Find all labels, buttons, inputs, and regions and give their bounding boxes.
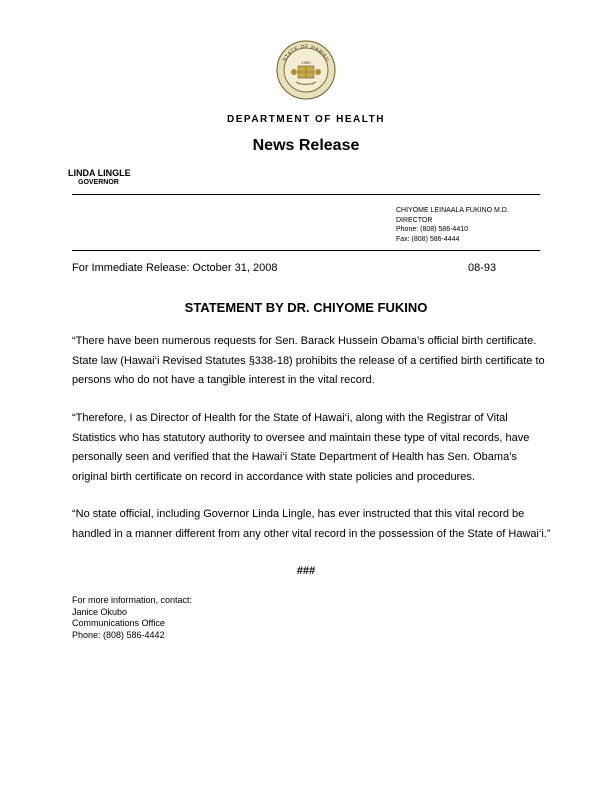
- page-title: News Release: [252, 137, 360, 154]
- header-divider-top: [72, 194, 540, 195]
- statement-paragraph-2: “Therefore, I as Director of Health for the State of Hawai‘i, along with the Registrar of Vital Statistics who has statutory authority to oversee and maintain these type of vital records, have personally seen and verified that the Hawai‘i State Department of Health has Sen. Obama’s original birth certificate on record in accordance with state policies and procedures.: [72, 412, 530, 483]
- governor-name: LINDA LINGLE: [68, 168, 131, 178]
- director-title: DIRECTOR: [396, 216, 433, 224]
- governor-title: GOVERNOR: [78, 179, 119, 186]
- seal-year: 1959: [301, 60, 311, 65]
- statement-paragraph-3: “No state official, including Governor Linda Lingle, has ever instructed that this vital record be handled in a manner different from any other vital record in the possession of the State of Hawai‘i.”: [72, 508, 551, 540]
- seal-text-top: STATE OF HAWAII: [282, 43, 331, 63]
- director-block: [396, 206, 509, 244]
- contact-phone: Phone: (808) 586-4442: [72, 629, 165, 640]
- director-name: CHIYOME LEINAALA FUKINO M.D.: [396, 207, 509, 214]
- department-name: DEPARTMENT OF HEALTH: [227, 114, 385, 125]
- director-phone: Phone: (808) 586-4410: [396, 226, 468, 233]
- release-date: For Immediate Release: October 31, 2008: [72, 262, 278, 274]
- statement-paragraph-1: “There have been numerous requests for Sen. Barack Hussein Obama’s official birth certificate. State law (Hawai‘i Revised Statutes §338-18) prohibits the release of a certified birth certificate to persons who do not have a tangible interest in the vital record.: [72, 335, 545, 386]
- statement-title: STATEMENT BY DR. CHIYOME FUKINO: [184, 300, 428, 315]
- state-of-hawaii-seal-icon: [276, 40, 336, 100]
- end-mark: ###: [296, 565, 316, 577]
- contact-intro: For more information, contact:: [72, 595, 193, 605]
- release-number: 08-93: [468, 262, 497, 274]
- contact-name: Janice Okubo: [72, 606, 128, 617]
- director-fax: Fax: (808) 586-4444: [396, 235, 460, 243]
- contact-block: [72, 595, 192, 641]
- header-divider-bottom: [72, 250, 540, 251]
- contact-office: Communications Office: [72, 618, 165, 628]
